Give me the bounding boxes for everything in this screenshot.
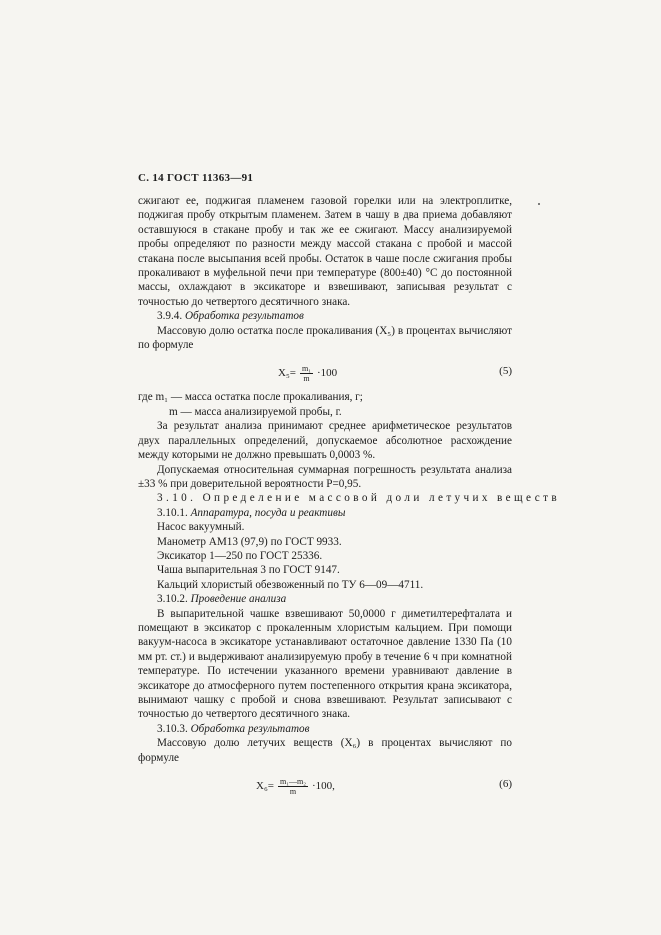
- list-item: Насос вакуумный.: [157, 521, 245, 534]
- formula-5-number: (5): [499, 365, 512, 378]
- where-line-2: m — масса анализируемой пробы, г.: [169, 405, 342, 418]
- formula-6-number: (6): [499, 778, 512, 791]
- section-3-10-3: 3.10.3. Обработка результатов: [157, 722, 310, 735]
- list-item: Кальций хлористый обезвоженный по ТУ 6—09—4711.: [157, 578, 424, 591]
- section-3-10: 3.10. Определение массовой доли летучих веществ: [157, 492, 561, 505]
- formula-6-fraction: $\frac{\text{m₁—m₂}}{m}$: [279, 777, 307, 797]
- formula-6-tail: ·100,: [312, 780, 335, 793]
- paragraph-2: Массовую долю остатка после прокаливания (X₅) в процентах вычисляют по формуле: [138, 324, 512, 352]
- section-3-9-4: 3.9.4. Обработка результатов: [157, 310, 304, 323]
- formula-5: [138, 356, 512, 386]
- section-3-9-4-title: Обработка результатов: [184, 310, 304, 323]
- list-item: Эксикатор 1—250 по ГОСТ 25336.: [157, 549, 323, 562]
- section-3-10-2-title: Проведение анализа: [190, 593, 287, 606]
- section-3-10-1: 3.10.1. Аппаратура, посуда и реактивы: [157, 506, 346, 519]
- formula-5-fraction: $\frac{\text{m₁}}{m}$: [301, 364, 311, 384]
- formula-5-lhs: X₅=: [278, 367, 296, 380]
- section-3-10-1-title: Аппаратура, посуда и реактивы: [190, 506, 346, 519]
- paragraph-5: В выпарительной чашке взвешивают 50,0000 г диметилтерефталата и помещают в эксикатор с прокаленным хлористым кальцием. При помощи вакуум-насоса в эксикаторе устанавливают остаточное давление 1330 Па (10 мм рт. ст.) и выдерживают анализируемую пробу в течение 6 ч при комнатной температуре. По истечении указанного времени уравнивают давление в эксикаторе до атмосферного путем постепенного открытия крана эксикатора, вынимают чашку с пробой и снова взвешивают. Результат записывают с точностью до четвертого десятичного знака.: [138, 607, 512, 721]
- formula-5-tail: ·100: [317, 367, 338, 380]
- paragraph-4: Допускаемая относительная суммарная погрешность результата анализа ±33 % при доверительной вероятности P=0,95.: [138, 463, 512, 490]
- page-header: С. 14 ГОСТ 11363—91: [138, 172, 254, 184]
- section-3-10-2: 3.10.2. Проведение анализа: [157, 593, 287, 606]
- list-item: Манометр АМ13 (97,9) по ГОСТ 9933.: [157, 535, 342, 548]
- formula-6: [138, 769, 512, 799]
- formula-6-lhs: X₆=: [256, 780, 274, 793]
- document-body: [138, 194, 561, 803]
- paragraph-6: Массовую долю летучих веществ (X₆) в процентах вычисляют по формуле: [138, 737, 512, 764]
- list-item: Чаша выпарительная 3 по ГОСТ 9147.: [157, 564, 340, 577]
- paragraph-1: сжигают ее, поджигая пламенем газовой горелки или на электроплитке, поджигая пробу открытым пламенем. Затем в чашу в два приема добавляют оставшуюся в стакане пробу и так же ее сжигают. Массу анализируемой пробы определяют по разности между массой стакана с пробой и массой стакана после высыпания всей пробы. Остаток в чаше после сжигания пробы прокаливают в муфельной печи при температуре (800±40) °С до постоянной массы, охлаждают в эксикаторе и взвешивают, записывая результат с точностью до четвертого десятичного знака.: [138, 195, 512, 308]
- paragraph-3: За результат анализа принимают среднее арифметическое результатов двух параллельных определений, допускаемое абсолютное расхождение между которыми не должно превышать 0,0003 %.: [138, 420, 512, 462]
- where-line-1: где m₁ — масса остатка после прокаливания, г;: [138, 391, 363, 404]
- section-3-10-3-title: Обработка результатов: [190, 722, 310, 735]
- scan-speck: [538, 203, 540, 205]
